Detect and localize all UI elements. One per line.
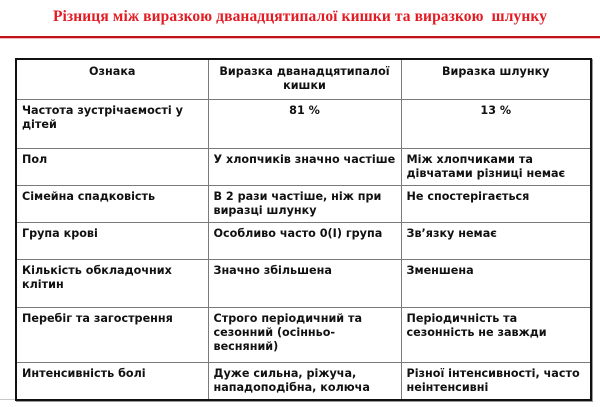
cell-duodenal: У хлопчиків значно частіше: [208, 148, 401, 185]
cell-gastric: 13 %: [401, 99, 591, 148]
cell-feature: Частота зустрічаємості у дітей: [16, 99, 208, 148]
cell-gastric: Зменшена: [401, 259, 591, 307]
table-row: [16, 99, 591, 148]
cell-duodenal: Особливо часто 0(I) група: [208, 222, 401, 259]
table-row: [16, 148, 591, 185]
header-gastric-ulcer: Виразка шлунку: [401, 59, 591, 99]
cell-duodenal: Строго періодичний та сезонний (осінньо-весняний): [208, 307, 401, 362]
cell-feature: Пол: [16, 148, 208, 185]
cell-feature: Кількість обкладочних клітин: [16, 259, 208, 307]
header-feature: Ознака: [16, 59, 208, 99]
cell-feature: Перебіг та загострення: [16, 307, 208, 362]
slide-title: Різниця між виразкою дванадцятипалої кишки та виразкою шлунку: [52, 8, 548, 25]
table-row: [16, 307, 591, 362]
cell-gastric: Між хлопчиками та дівчатами різниці немає: [401, 148, 591, 185]
cell-duodenal: В 2 рази частіше, ніж при виразці шлунку: [208, 185, 401, 222]
table-header-row: [16, 59, 591, 99]
table-row: [16, 362, 591, 400]
cell-feature: Интенсивність болі: [16, 362, 208, 400]
cell-duodenal: Дуже сильна, ріжуча, нападоподібна, колюча: [208, 362, 401, 400]
cell-gastric: Різної інтенсивності, часто неінтенсивні: [401, 362, 591, 400]
cell-feature: Група крові: [16, 222, 208, 259]
cell-gastric: Зв’язку немає: [401, 222, 591, 259]
table-row: [16, 222, 591, 259]
cell-gastric: Не спостерігається: [401, 185, 591, 222]
cell-duodenal: 81 %: [208, 99, 401, 148]
table-row: [16, 185, 591, 222]
comparison-table: [15, 58, 592, 401]
cell-feature: Сімейна спадковість: [16, 185, 208, 222]
slide-edge-line: [0, 399, 15, 400]
cell-duodenal: Значно збільшена: [208, 259, 401, 307]
title-divider-shadow: [0, 38, 600, 39]
header-duodenal-ulcer: Виразка дванадцятипалої кишки: [208, 59, 401, 99]
comparison-table-container: [15, 58, 590, 399]
table-row: [16, 259, 591, 307]
cell-gastric: Періодичність та сезонність не завжди: [401, 307, 591, 362]
